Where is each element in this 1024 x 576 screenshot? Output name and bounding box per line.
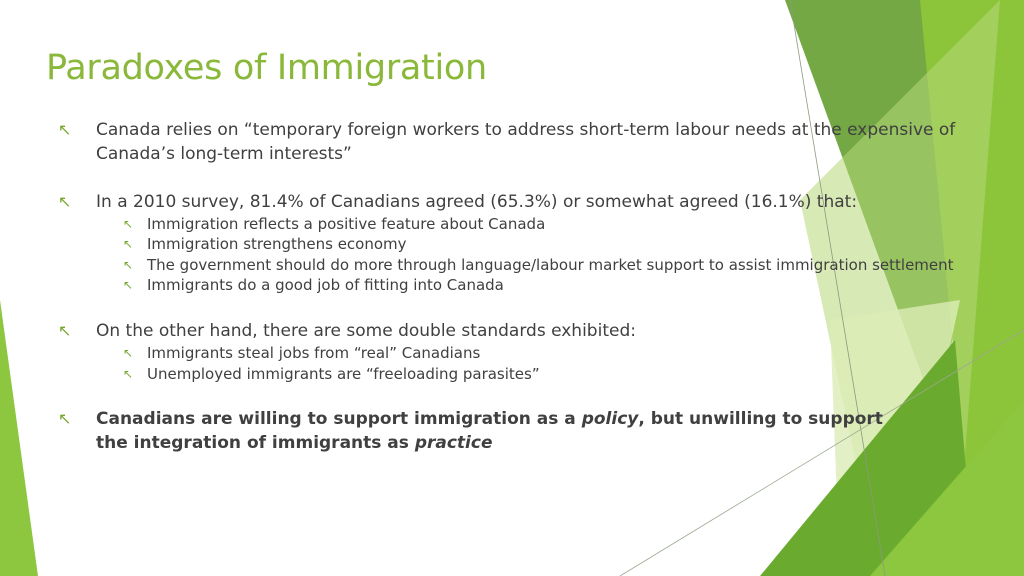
sub-bullet-text: The government should do more through language/labour market support to assist immigration settlement (147, 256, 954, 274)
bullet-arrow-icon: ↖ (58, 192, 72, 211)
conclusion-emphasis-practice: practice (414, 433, 493, 453)
sub-bullet-arrow-icon: ↖ (123, 217, 134, 231)
conclusion-part-1: Canadians are willing to support immigration as a (96, 409, 582, 429)
conclusion-emphasis-policy: policy (581, 409, 639, 429)
sub-bullet-arrow-icon: ↖ (123, 367, 134, 381)
conclusion-text (96, 407, 916, 455)
slide-title: Paradoxes of Immigration (46, 48, 487, 88)
sub-bullet-text: Immigration reflects a positive feature about Canada (147, 215, 546, 233)
bullet-arrow-icon: ↖ (58, 120, 72, 139)
deco-shape-left (0, 300, 38, 576)
bullet-text: In a 2010 survey, 81.4% of Canadians agreed (65.3%) or somewhat agreed (16.1%) that: (96, 192, 858, 212)
bullet-text: On the other hand, there are some double standards exhibited: (96, 321, 636, 341)
conclusion-part-2: , but unwilling to support the integration of immigrants as (96, 409, 883, 453)
sub-bullet-text: Immigrants steal jobs from “real” Canadians (147, 344, 481, 362)
sub-bullet-text: Immigrants do a good job of fitting into Canada (147, 276, 504, 294)
sub-bullet-text: Unemployed immigrants are “freeloading parasites” (147, 365, 540, 383)
bullet-arrow-icon: ↖ (58, 409, 72, 428)
sub-bullet-arrow-icon: ↖ (123, 237, 134, 251)
bullet-text: Canada relies on “temporary foreign workers to address short-term labour needs at the expensive of Canada’s long-term interests” (96, 120, 956, 164)
sub-bullet-arrow-icon: ↖ (123, 346, 134, 360)
sub-bullet-text: Immigration strengthens economy (147, 235, 407, 253)
sub-bullet-arrow-icon: ↖ (123, 278, 134, 292)
sub-bullet-arrow-icon: ↖ (123, 258, 134, 272)
bullet-arrow-icon: ↖ (58, 321, 72, 340)
